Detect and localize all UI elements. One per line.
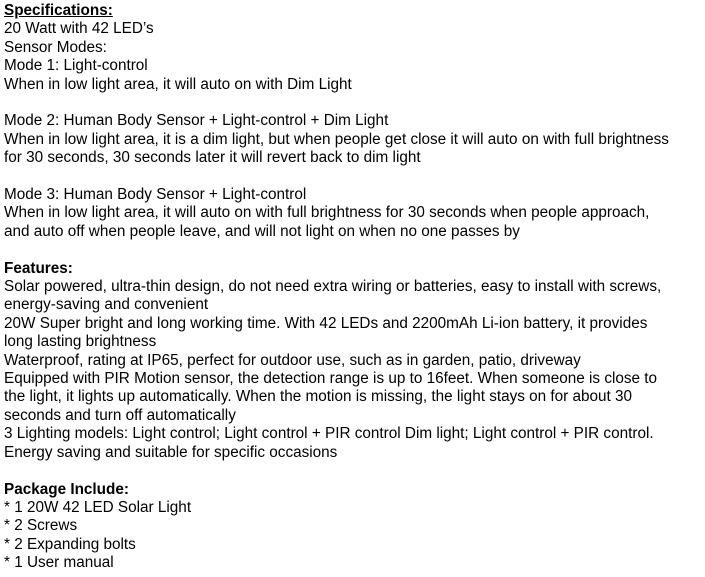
mode3-title: Mode 3: Human Body Sensor + Light-control: [4, 186, 307, 204]
paragraph-spacer: [4, 462, 702, 480]
package-item: * 2 Expanding bolts: [4, 535, 136, 553]
mode3-line: When in low light area, it will auto on with full brightness for 30 seconds when people approach,: [4, 204, 650, 222]
feature-line: 20W Super bright and long working time. With 42 LEDs and 2200mAh Li-ion battery, it provides: [4, 314, 648, 332]
paragraph-spacer: [4, 168, 702, 186]
spec-line: Mode 1: Light-control: [4, 57, 148, 75]
features-heading: Features:: [4, 259, 73, 277]
feature-line: 3 Lighting models: Light control; Light control + PIR control Dim light; Light control + PIR control.: [4, 425, 654, 443]
paragraph-spacer: [4, 94, 702, 112]
paragraph-spacer: [4, 241, 702, 259]
package-item: * 1 User manual: [4, 554, 114, 572]
feature-line: long lasting brightness: [4, 333, 157, 351]
feature-line: seconds and turn off automatically: [4, 406, 236, 424]
feature-line: the light, it lights up automatically. When the motion is missing, the light stays on for about 30: [4, 388, 633, 406]
mode3-line: and auto off when people leave, and will not light on when no one passes by: [4, 222, 520, 240]
mode2-line: for 30 seconds, 30 seconds later it will revert back to dim light: [4, 149, 421, 167]
specifications-heading: Specifications:: [4, 2, 113, 19]
feature-line: Energy saving and suitable for specific occasions: [4, 443, 338, 461]
package-item: * 2 Screws: [4, 517, 78, 535]
feature-line: Solar powered, ultra-thin design, do not need extra wiring or batteries, easy to install with screws,: [4, 278, 662, 296]
package-item: * 1 20W 42 LED Solar Light: [4, 498, 192, 516]
mode2-line: When in low light area, it is a dim light, but when people get close it will auto on with full brightness: [4, 130, 669, 148]
spec-line: 20 Watt with 42 LED’s: [4, 20, 154, 38]
feature-line: Equipped with PIR Motion sensor, the detection range is up to 16feet. When someone is close to: [4, 370, 658, 388]
package-heading: Package Include:: [4, 480, 129, 498]
spec-line: Sensor Modes:: [4, 38, 107, 56]
spec-line: When in low light area, it will auto on with Dim Light: [4, 75, 352, 93]
mode2-title: Mode 2: Human Body Sensor + Light-control + Dim Light: [4, 112, 389, 130]
feature-line: Waterproof, rating at IP65, perfect for outdoor use, such as in garden, patio, driveway: [4, 351, 581, 369]
document-body: [4, 2, 702, 573]
feature-line: energy-saving and convenient: [4, 296, 209, 314]
